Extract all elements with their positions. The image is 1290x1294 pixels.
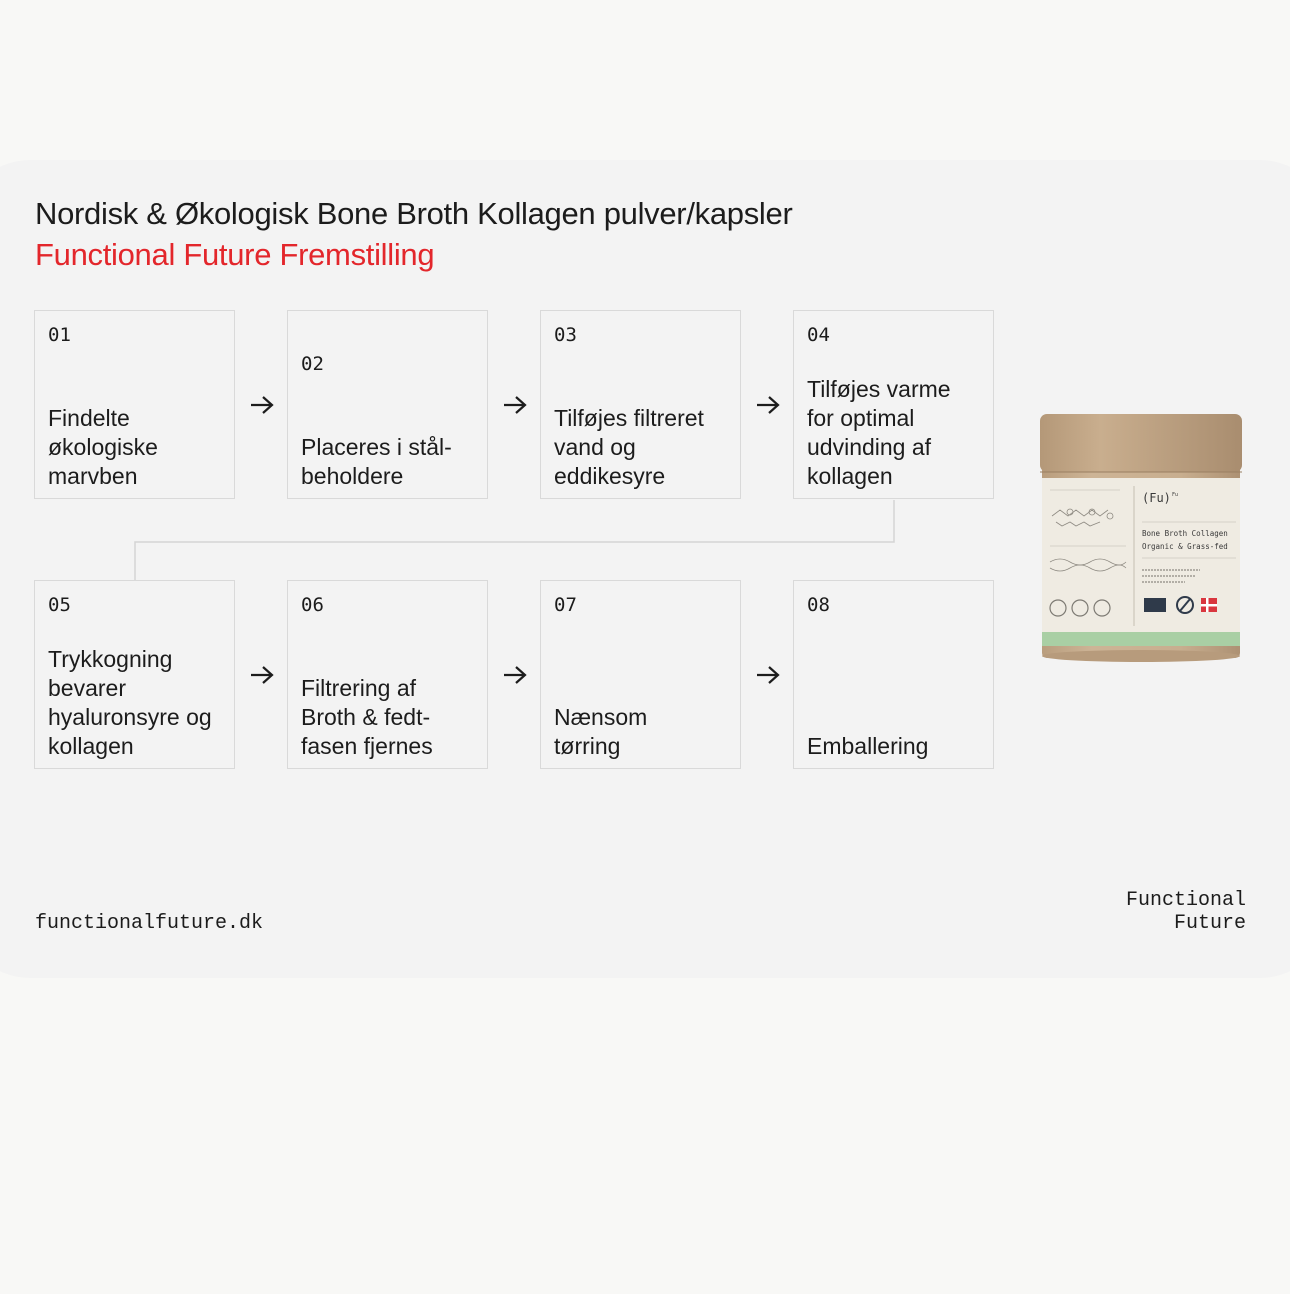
footer-url[interactable]: functionalfuture.dk: [35, 912, 264, 935]
product-name-line2: Organic & Grass-fed: [1142, 542, 1228, 551]
product-tube-image: [1040, 412, 1242, 664]
footer-brand-wordmark: [1126, 889, 1246, 935]
step-number: 01: [48, 324, 71, 346]
step-card-02: [287, 310, 488, 499]
arrow-right-icon: [249, 394, 275, 416]
step-card-06: [287, 580, 488, 769]
step-label: Nænsom tørring: [554, 704, 648, 759]
step-card-05: [34, 580, 235, 769]
step-number: 08: [807, 594, 830, 616]
step-label: Tilføjes varme for optimal udvinding af kollagen: [807, 376, 951, 489]
step-label: Tilføjes filtreret vand og eddikesyre: [554, 405, 704, 489]
footer-brand-line1: Functional: [1125, 889, 1246, 912]
arrow-right-icon: [249, 664, 275, 686]
product-brand-mark: (Fu): [1142, 491, 1171, 505]
step-card-04: [793, 310, 994, 499]
step-label: Filtrering af Broth & fedt- fasen fjernes: [301, 675, 433, 759]
arrow-right-icon: [502, 394, 528, 416]
step-label: Placeres i stål- beholdere: [301, 434, 452, 489]
step-card-07: [540, 580, 741, 769]
page-title: Nordisk & Økologisk Bone Broth Kollagen pulver/kapsler: [35, 196, 793, 231]
step-label: Trykkogning bevarer hyaluronsyre og kollagen: [48, 646, 212, 759]
arrow-right-icon: [755, 394, 781, 416]
step-number: 02: [301, 353, 324, 375]
product-brand-sup: Fu: [1172, 492, 1179, 498]
step-number: 03: [554, 324, 577, 346]
step-label: Findelte økologiske marvben: [48, 405, 158, 489]
footer-brand-line2: Future: [1173, 912, 1246, 935]
step-card-01: [34, 310, 235, 499]
arrow-right-icon: [755, 664, 781, 686]
product-name-line1: Bone Broth Collagen: [1142, 529, 1228, 538]
step-number: 07: [554, 594, 577, 616]
arrow-right-icon: [502, 664, 528, 686]
page-subtitle: Functional Future Fremstilling: [35, 237, 435, 272]
step-number: 06: [301, 594, 324, 616]
step-card-08: [793, 580, 994, 769]
step-label: Emballering: [807, 733, 929, 759]
step-card-03: [540, 310, 741, 499]
step-number: 05: [48, 594, 71, 616]
step-number: 04: [807, 324, 830, 346]
